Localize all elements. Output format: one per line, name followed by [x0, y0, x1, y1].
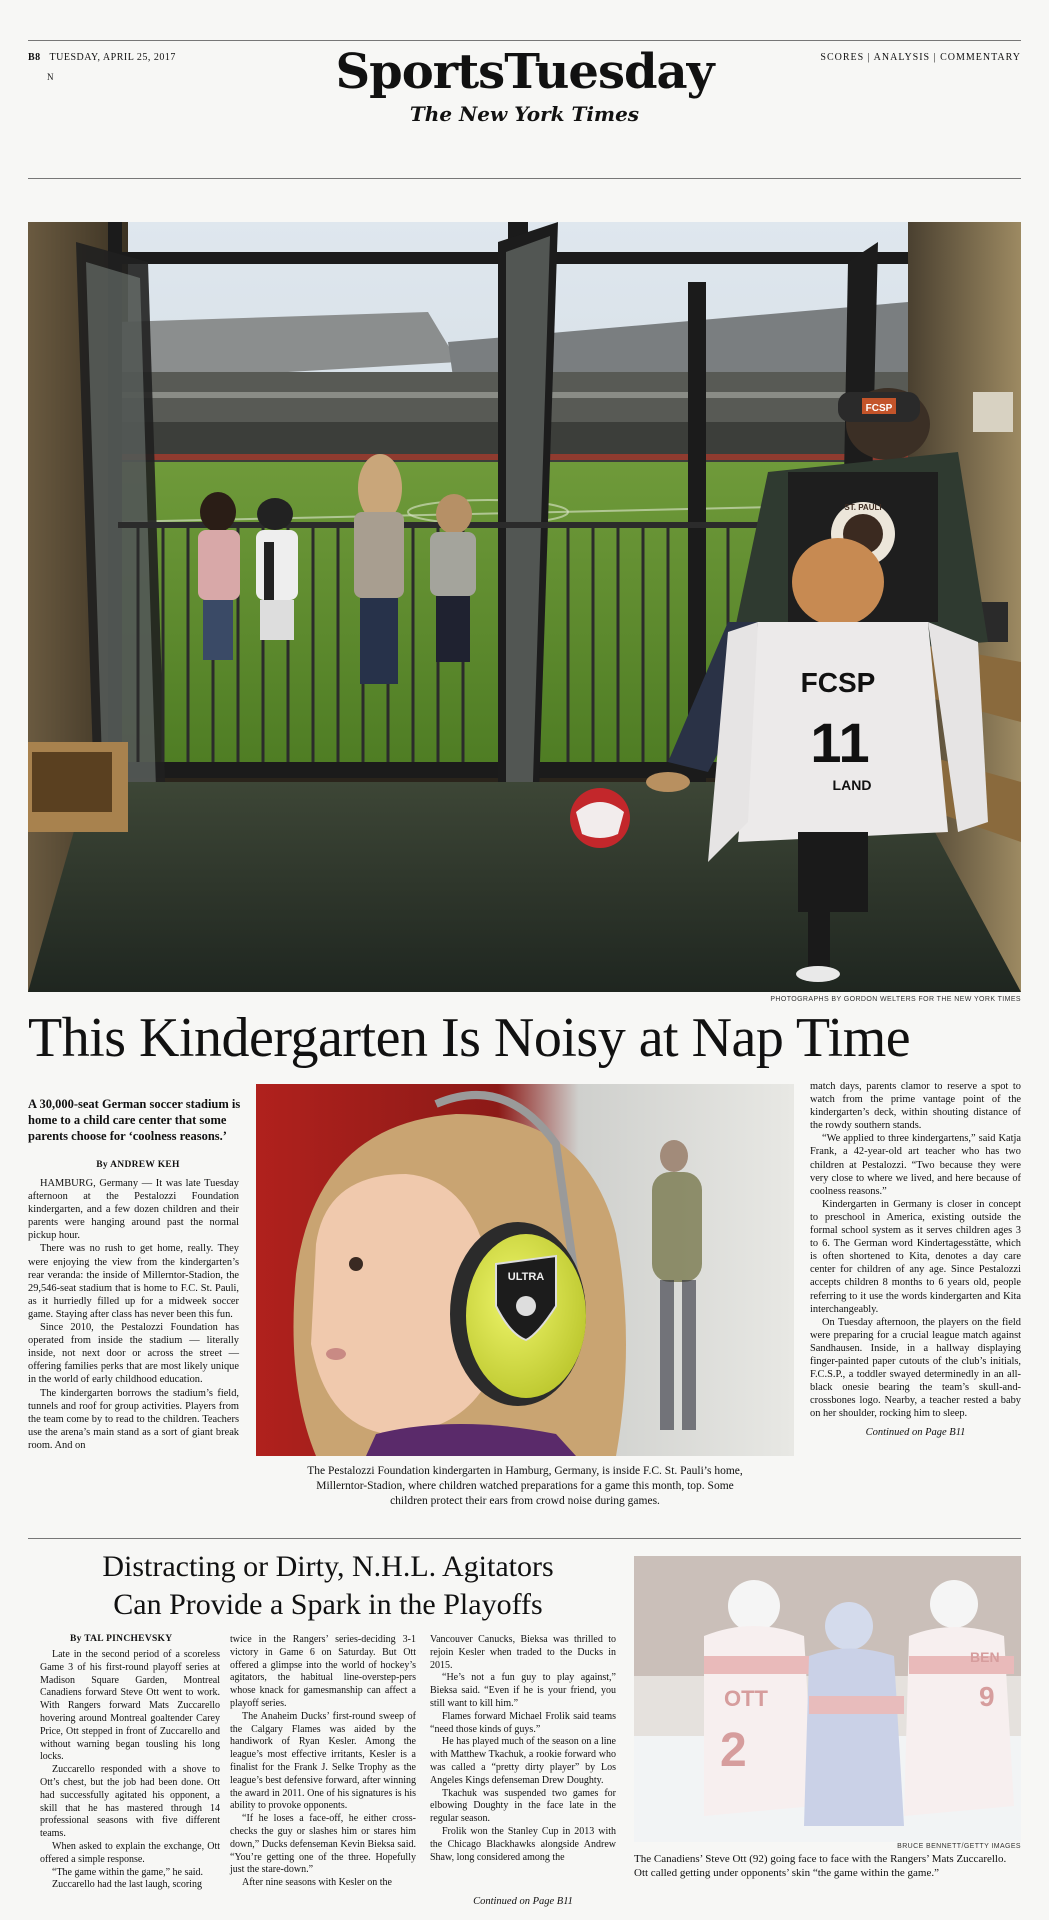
earmuff-text: ULTRA [507, 1271, 545, 1283]
story2-column-2 [230, 1634, 416, 1890]
masthead-rule [28, 178, 1021, 179]
hockey-jersey-number-1: 2 [720, 1724, 747, 1777]
earmuffs-photo-caption: The Pestalozzi Foundation kindergarten in Hamburg, Germany, is inside F.C. St. Pauli’s home, Millerntor-Stadion, where children watched preparations for a game this month, top. Some children protect their ears from crowd noise during games. [307, 1465, 743, 1507]
issue-date: TUESDAY, APRIL 25, 2017 [49, 52, 176, 63]
hockey-photo-credit: BRUCE BENNETT/GETTY IMAGES [897, 1843, 1021, 1850]
story2-col3-para: Tkachuk was suspended two games for elbowing Doughty in the face late in the regular season. [430, 1787, 616, 1825]
story2-col1-para: Zuccarello responded with a shove to Ott’s chest, but the job had been done. Ott had successfully agitated his opponent, a skill that he has mastered through 14 professional seasons with five different teams. [40, 1764, 220, 1840]
story1-headline: This Kindergarten Is Noisy at Nap Time [28, 1007, 911, 1069]
story1-col1-para: HAMBURG, Germany — It was late Tuesday afternoon at the Pestalozzi Foundation kindergarten, and a few dozen children and their parents were hanging around past the normal pickup hour. [28, 1178, 239, 1242]
story2-col1-para: “The game within the game,” he said. [52, 1866, 204, 1878]
story1-col1-para: The kindergarten borrows the stadium’s field, tunnels and roof for group activities. Players from the team come by to read to the children. Teachers use the arena’s main stand as a sort of giant break room. And on [28, 1387, 239, 1451]
story2-col1-para: Late in the second period of a scoreless Game 3 of his first-round playoff series at Madison Square Garden, Montreal Canadiens forward Steve Ott went to work. With Rangers forward Mats Zuccarello hovering around Montreal goaltender Carey Price, Ott stepped in front of Zuccarello and without warning began tousling his long locks. [40, 1649, 220, 1763]
lead-photo-credit: PHOTOGRAPHS BY GORDON WELTERS FOR THE NEW YORK TIMES [770, 996, 1021, 1003]
hockey-jersey-text-2: BEN [970, 1649, 1000, 1665]
story2-col2-para: twice in the Rangers’ series-deciding 3-1 victory in Game 6 on Saturday. But Ott offered a glimpse into the world of hockey’s agitators, the habitual line-overstep-pers whose knack for gamesmanship can affect a playoff series. [230, 1634, 416, 1709]
story2-headline-line-1: Distracting or Dirty, N.H.L. Agitators [102, 1550, 554, 1583]
jersey-text: FCSP [800, 667, 876, 698]
story-divider-rule [28, 1538, 1021, 1539]
story2-col1-para: Zuccarello had the last laugh, scoring [52, 1879, 202, 1891]
story1-col2-para: On Tuesday afternoon, the players on the field were preparing for a crucial league match against Sandhausen. Inside, in a hallway displaying finger-painted paper cutouts of the club’s initials, F.C.S.P., a toddler swayed determinedly in an all-black onesie bearing the team’s skull-and-crossbones logo. Nearby, a teacher rested a baby on her shoulder, rocking him to sleep. [810, 1316, 1021, 1420]
hockey-photo [634, 1556, 1021, 1842]
child-earmuffs-photo [256, 1084, 794, 1456]
story2-col2-para: After nine seasons with Kesler on the [242, 1877, 392, 1889]
child-2-illustration [256, 498, 298, 640]
hockey-photo-illustration [634, 1556, 1021, 1842]
hockey-photo-caption: The Canadiens’ Steve Ott (92) going face to face with the Rangers’ Mats Zuccarello. Ott called getting under opponents’ skin “the game within the game.” [634, 1853, 1007, 1879]
story1-col2-para: match days, parents clamor to reserve a spot to watch from the prime vantage point of the kindergarten’s deck, within shouting distance of the rowdy southern stands. [810, 1081, 1021, 1132]
shirt-text: ST. PAULI [844, 503, 882, 512]
story2-col3-para: Frolik won the Stanley Cup in 2013 with the Chicago Blackhawks alongside Andrew Shaw, long considered among the [430, 1825, 616, 1863]
story2-col3-para: Vancouver Canucks, Bieksa was thrilled to rejoin Kesler when traded to the Ducks in 2015. [430, 1634, 616, 1671]
jersey-name: LAND [832, 777, 872, 793]
section-links: SCORES | ANALYSIS | COMMENTARY [820, 52, 1021, 63]
story2-headline-line-2: Can Provide a Spark in the Playoffs [113, 1588, 543, 1621]
soccer-ball-illustration [570, 788, 630, 848]
story1-col1-para: There was no rush to get home, really. They were enjoying the view from the kindergarten’s rear veranda: the inside of Millerntor-Stadion, the 29,546-seat stadium that is home to F.C. St. Pauli, as it hurriedly filled up for a midweek soccer game. Staying after class has never been this fun. [28, 1243, 239, 1320]
story2-col2-para: The Anaheim Ducks’ first-round sweep of the Calgary Flames was aided by the handiwork of Ryan Kesler. Among the league’s most effective irritants, Kesler is a finalist for the Frank J. Selke Trophy as the league’s best defensive forward, after winning the award in 2011. One of his signatures is his ability to provoke opponents. [230, 1710, 416, 1812]
paper-name: The New York Times [409, 102, 640, 126]
earmuffs-photo-illustration [256, 1084, 794, 1456]
cap-text: FCSP [865, 403, 893, 414]
story2-col1-para: When asked to explain the exchange, Ott offered a simple response. [40, 1840, 220, 1865]
story1-col2-para: Kindergarten in Germany is closer in concept to preschool in America, existing outside the formal school system as it serves children ages 3 to 6. The German word Kindertagesstätte, which is often shortened to Kita, denotes a day care center for children of any age. Since Pestalozzi accepts children 8 months to 6 years old, people referring to it use the words kindergarten and Kita interchangeably. [810, 1198, 1021, 1315]
lead-photo-illustration [28, 222, 1021, 992]
story2-headline [28, 1548, 628, 1624]
hockey-jersey-text-1: OTT [724, 1686, 768, 1711]
story2-col3-para: “He’s not a fun guy to play against,” Bieksa said. “Even if he is your friend, you still want to kill him.” [430, 1672, 616, 1709]
page-number: B8 [28, 52, 41, 63]
story1-column-2 [810, 1080, 1021, 1440]
story1-byline: By ANDREW KEH [96, 1160, 180, 1170]
top-rule [28, 40, 1021, 41]
story1-continued-link[interactable]: Continued on Page B11 [865, 1427, 966, 1439]
edition-letter: N [47, 72, 54, 82]
story2-byline: By TAL PINCHEVSKY [70, 1634, 173, 1644]
story2-continued-link[interactable]: Continued on Page B11 [473, 1896, 573, 1907]
story1-col1-para: Since 2010, the Pestalozzi Foundation has operated from inside the stadium — literally inside, not next door or across the street — offering families perks that are most likely unique in the world of early childhood education. [28, 1322, 239, 1386]
child-3-illustration [354, 454, 404, 684]
story2-column-3 [430, 1634, 616, 1864]
child-4-illustration [430, 494, 476, 662]
story1-col2-para: “We applied to three kindergartens,” said Katja Frank, a 42-year-old art teacher who has two children at Pestalozzi. “Two because they were very close to where we lived, and here because of coolness reasons.” [810, 1133, 1021, 1197]
section-title: SportsTuesday [335, 44, 714, 100]
story2-col3-para: He has played much of the season on a line with Matthew Tkachuk, a rookie forward who was called a “pretty dirty player” by Los Angeles Kings defenseman Drew Doughty. [430, 1736, 616, 1786]
story1-column-1 [28, 1177, 239, 1452]
lead-photo [28, 222, 1021, 992]
story2-column-1 [40, 1649, 220, 1892]
hockey-jersey-number-2: 9 [979, 1681, 995, 1712]
story1-deck: A 30,000-seat German soccer stadium is home to a child care center that some parents choose for ‘coolness reasons.’ [28, 1097, 241, 1143]
story2-col3-para: Flames forward Michael Frolik said teams “need those kinds of guys.” [430, 1710, 616, 1735]
story2-col2-para: “If he loses a face-off, he either cross-checks the guy or slashes him or stares him down,” Ducks defenseman Kevin Bieksa said. “You’re getting one of the three. Hopefully just the stare-down.” [230, 1813, 416, 1876]
jersey-number: 11 [810, 711, 870, 774]
